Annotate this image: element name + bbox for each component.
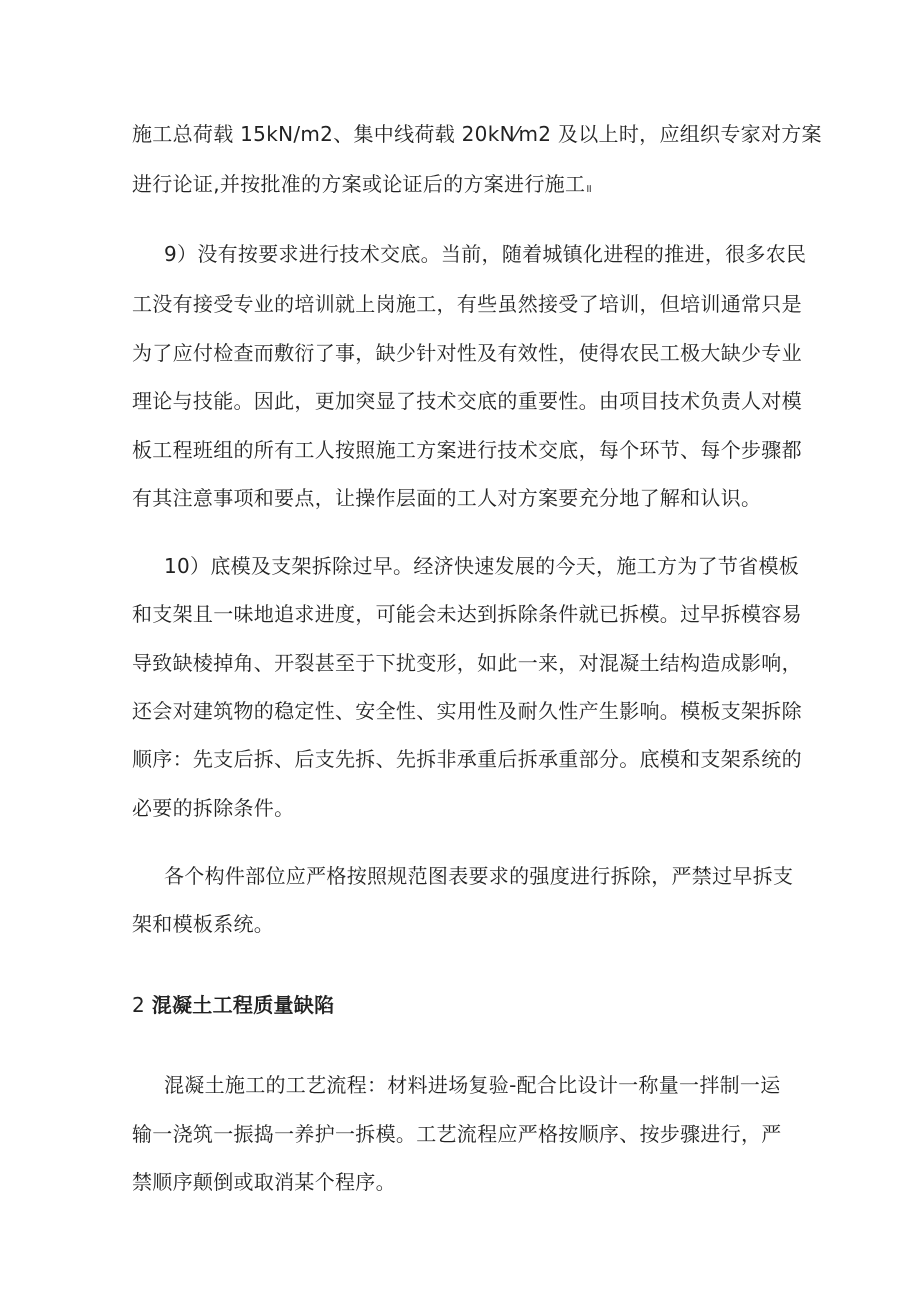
paragraph-line: 工没有接受专业的培训就上岗施工，有些虽然接受了培训，但培训通常只是 (132, 292, 802, 316)
trailing-mark: ॥ (585, 182, 593, 195)
paragraph-line: 混凝土施工的工艺流程：材料进场复验-配合比设计一称量一拌制一运 (164, 1073, 781, 1097)
paragraph-line: 输一浇筑一振捣一养护一拆模。工艺流程应严格按顺序、按步骤进行，严 (132, 1122, 782, 1146)
paragraph-line: 各个构件部位应严格按照规范图表要求的强度进行拆除，严禁过早拆支 (164, 864, 794, 888)
section-title: 混凝土工程质量缺陷 (151, 993, 335, 1017)
paragraph-line: 架和模板系统。 (132, 912, 275, 936)
paragraph-line (132, 171, 592, 202)
paragraph-line: 还会对建筑物的稳定性、安全性、实用性及耐久性产生影响。模板支架拆除 (132, 699, 802, 723)
paragraph-line: 理论与技能。因此，更加突显了技术交底的重要性。由项目技术负责人对模 (132, 389, 802, 413)
paragraph-line: 禁顺序颠倒或取消某个程序。 (132, 1170, 396, 1194)
section-heading (132, 992, 334, 1018)
paragraph-line: 有其注意事项和要点，让操作层面的工人对方案要充分地了解和认识。 (132, 486, 762, 510)
paragraph-line: 为了应付检查而敷衍了事，缺少针对性及有效性，使得农民工极大缺少专业 (132, 341, 802, 365)
paragraph-line-text: 进行论证,并按批准的方案或论证后的方案进行施工 (132, 172, 586, 196)
paragraph-line: 板工程班组的所有工人按照施工方案进行技术交底，每个环节、每个步骤都 (132, 438, 802, 462)
paragraph-line: 和支架且一味地追求进度，可能会未达到拆除条件就已拆模。过早拆模容易 (132, 602, 802, 626)
paragraph-line: 顺序：先支后拆、后支先拆、先拆非承重后拆承重部分。底模和支架系统的 (132, 747, 802, 771)
paragraph-line: 导致缺棱掉角、开裂甚至于下扰变形，如此一来，对混凝土结构造成影响， (132, 651, 802, 675)
paragraph-line: 10）底模及支架拆除过早。经济快速发展的今天，施工方为了节省模板 (164, 554, 800, 578)
paragraph-line: 9）没有按要求进行技术交底。当前，随着城镇化进程的推进，很多农民 (164, 242, 807, 266)
section-number: 2 (132, 993, 146, 1017)
paragraph-line: 必要的拆除条件。 (132, 796, 295, 820)
paragraph-line: 施工总荷载 15kN/m2、集中线荷载 20kN⁄m2 及以上时，应组织专家对方案 (132, 122, 822, 146)
